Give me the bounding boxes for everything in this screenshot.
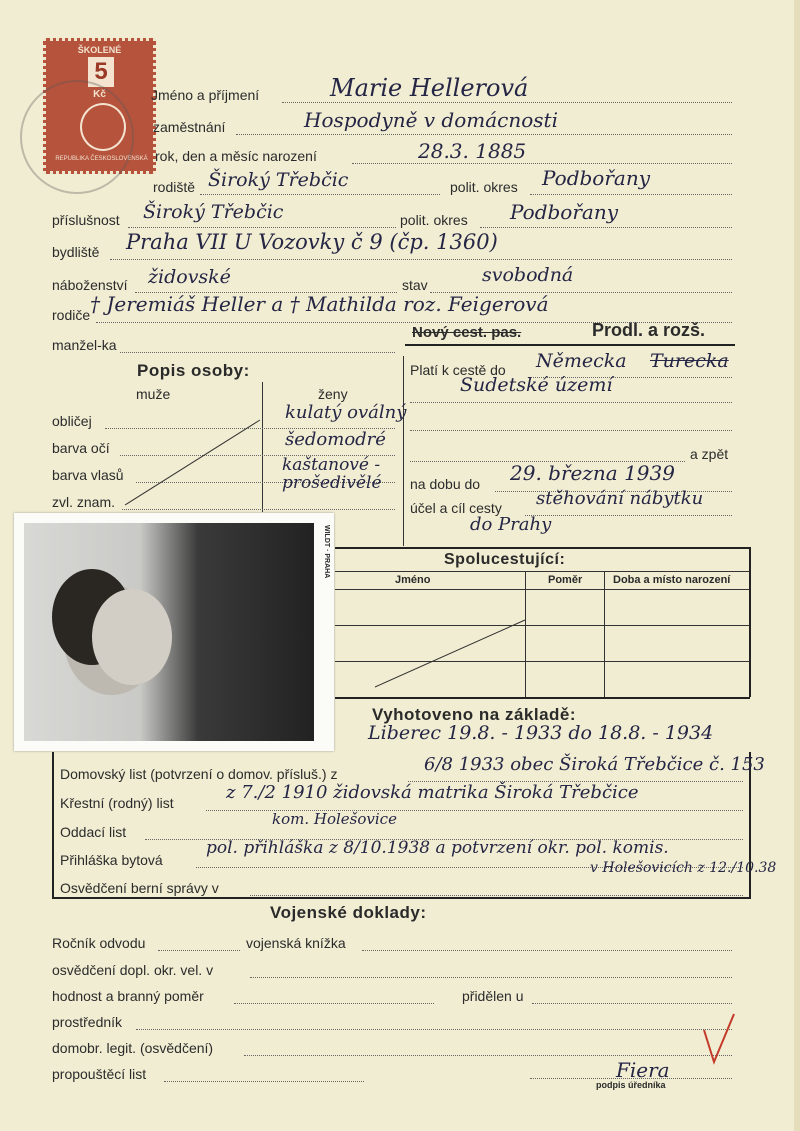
purpose-value2: do Prahy <box>470 514 552 535</box>
rank-label: hodnost a branný poměr <box>52 988 204 1004</box>
polit-okres-line <box>530 194 732 195</box>
purpose-value: stěhování nábytku <box>536 488 704 509</box>
portrait-photo <box>14 513 334 751</box>
birth-line <box>352 163 732 164</box>
based-on-bottom-rule <box>52 897 751 899</box>
legit-line <box>244 1055 732 1056</box>
based-on-heading: Vyhotoveno na základě: <box>372 705 577 724</box>
valid-for-crossed: Turecka <box>650 350 729 372</box>
companions-strike <box>370 615 530 695</box>
stamp-currency: Kč <box>93 89 106 100</box>
birthplace-line <box>200 194 440 195</box>
name-label: Jméno a příjmení <box>151 87 260 103</box>
discharge-label: propouštěcí list <box>52 1066 147 1082</box>
tax-line <box>250 895 743 896</box>
cert-label: osvědčení dopl. okr. vel. v <box>52 962 214 978</box>
occupation-line <box>236 134 732 135</box>
book-label: vojenská knížka <box>246 935 346 951</box>
companions-right-rule <box>749 547 751 697</box>
birth-label: rok, den a měsíc narození <box>155 148 317 164</box>
based-on-left-rule <box>52 752 54 898</box>
extend-passport-label: Prodl. a rozš. <box>592 320 706 340</box>
religion-label: náboženství <box>52 277 128 293</box>
rank-line <box>234 1003 434 1004</box>
purpose-label: účel a cíl cesty <box>410 500 502 516</box>
discharge-line <box>164 1081 364 1082</box>
until-label: na dobu do <box>410 476 481 492</box>
cancellation-postmark <box>20 80 134 194</box>
photo-studio-wrap <box>320 525 332 635</box>
marriage-label: Oddací list <box>60 824 127 840</box>
year-label: Ročník odvodu <box>52 935 146 951</box>
photo-studio: WILDT · PRAHA <box>323 525 330 579</box>
passport-box-divider <box>403 356 404 546</box>
passport-rule <box>405 344 735 346</box>
parents-label: rodiče <box>52 307 91 323</box>
hair-label: barva vlasů <box>52 467 124 483</box>
red-check-mark <box>700 1010 740 1070</box>
polit-okres-value: Podbořany <box>542 166 650 190</box>
occupation-value: Hospodyně v domácnosti <box>304 108 558 132</box>
status-label: stav <box>402 277 428 293</box>
men-label: muže <box>136 386 171 402</box>
valid-for-line2 <box>410 402 732 403</box>
official-label: podpis úředníka <box>596 1080 666 1090</box>
residence-line <box>110 259 732 260</box>
paper-edge <box>794 0 800 1131</box>
name-line <box>282 102 732 103</box>
military-heading: Vojenské doklady: <box>270 903 427 922</box>
name-value: Marie Hellerová <box>330 74 529 102</box>
face-label: obličej <box>52 413 92 429</box>
men-column-strike <box>120 410 270 510</box>
domicile-value: 6/8 1933 obec Široká Třebčice č. 153 <box>424 754 765 775</box>
belonging-label: příslušnost <box>52 212 120 228</box>
valid-for-line3 <box>410 430 732 431</box>
purpose-line <box>525 515 732 516</box>
valid-for-value: Německa <box>536 350 627 372</box>
assigned-line <box>532 1003 732 1004</box>
stamp-top-text: ŠKOLENÉ <box>77 45 122 55</box>
polit-okres2-value: Podbořany <box>510 200 618 224</box>
companions-heading: Spolucestující: <box>444 551 566 568</box>
parents-value: † Jeremiáš Heller a † Mathilda roz. Feigerová <box>90 292 549 316</box>
status-value: svobodná <box>482 264 574 286</box>
col-name: Jméno <box>395 574 431 586</box>
stamp-side-text: REPUBLIKA ČESKOSLOVENSKÁ <box>55 156 148 162</box>
cert-line <box>250 977 732 978</box>
companions-bottom-rule <box>335 697 750 699</box>
tax-label: Osvědčení berní správy v <box>60 880 219 896</box>
return-label: a zpět <box>690 446 729 462</box>
spouse-line <box>120 352 395 353</box>
tax-value: v Holešovicích z 12./10.38 <box>590 860 777 876</box>
spouse-label: manžel-ka <box>52 337 117 353</box>
birth-cert-value: z 7./2 1910 židovská matrika Široká Třebčice <box>226 782 639 803</box>
based-on-note: Liberec 19.8. - 1933 do 18.8. - 1934 <box>368 722 714 744</box>
until-value: 29. března 1939 <box>510 461 675 485</box>
official-signature: Fiera <box>616 1058 670 1082</box>
legit-label: domobr. legit. (osvědčení) <box>52 1040 214 1056</box>
belonging-value: Široký Třebčic <box>143 201 284 223</box>
face-value: kulatý oválný <box>285 402 407 423</box>
polit-okres-label: polit. okres <box>450 179 518 195</box>
birth-cert-label: Křestní (rodný) list <box>60 795 174 811</box>
companions-header-rule <box>335 571 749 572</box>
domicile-label: Domovský list (potvrzení o domov. přísluš.) z <box>60 766 338 782</box>
marks-label: zvl. znam. <box>52 494 116 510</box>
residence-value: Praha VII U Vozovky č 9 (čp. 1360) <box>126 230 498 254</box>
eyes-label: barva očí <box>52 440 110 456</box>
residence-label: bydliště <box>52 244 100 260</box>
companions-row-rule-1 <box>335 589 749 590</box>
registration-value: pol. přihláška z 8/10.1938 a potvrzení okr. pol. komis. <box>206 838 669 858</box>
birthplace-value: Široký Třebčic <box>208 169 349 191</box>
religion-value: židovské <box>148 266 231 288</box>
description-heading: Popis osoby: <box>137 361 250 380</box>
women-label: ženy <box>318 386 348 402</box>
portrait-image <box>24 523 314 741</box>
new-passport-label: Nový cest. pas. <box>412 324 522 341</box>
companions-top-rule <box>335 547 750 549</box>
valid-for-value2: Sudetské území <box>460 374 613 396</box>
hair-value: kaštanové - prošedivělé <box>282 455 382 493</box>
portrait-face-light <box>92 589 172 685</box>
stamp-value: 5 <box>88 57 114 87</box>
col-relation: Poměr <box>548 574 583 586</box>
companions-col-rule-2 <box>604 571 605 697</box>
belonging-line <box>128 227 396 228</box>
valid-for-label: Platí k cestě do <box>410 362 506 378</box>
year-line <box>158 950 240 951</box>
book-line <box>362 950 732 951</box>
intermediary-label: prostředník <box>52 1014 123 1030</box>
intermediary-line <box>136 1029 732 1030</box>
polit-okres2-line <box>480 227 732 228</box>
birth-value: 28.3. 1885 <box>418 139 527 163</box>
col-birth: Doba a místo narození <box>613 574 731 586</box>
birthplace-label: rodiště <box>153 179 196 195</box>
eyes-value: šedomodré <box>285 429 386 450</box>
polit-okres2-label: polit. okres <box>400 212 468 228</box>
marriage-note: kom. Holešovice <box>272 810 397 828</box>
registration-label: Přihláška bytová <box>60 852 163 868</box>
occupation-label: zaměstnání <box>153 119 226 135</box>
assigned-label: přidělen u <box>462 988 524 1004</box>
